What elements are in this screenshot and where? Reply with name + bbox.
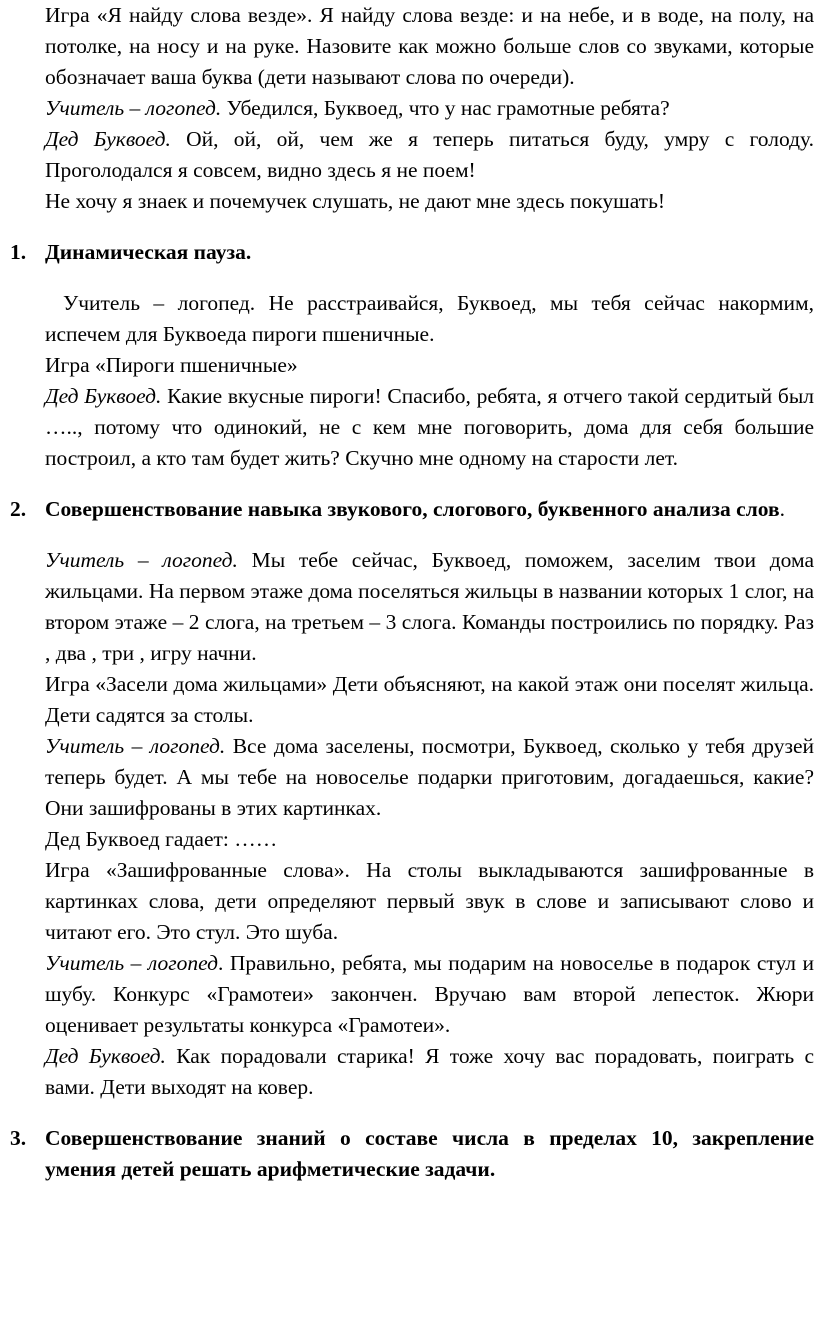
paragraph-teacher-line xyxy=(45,93,814,124)
paragraph-teacher-line xyxy=(45,948,814,1041)
paragraph-bukvoed-guesses: Дед Буквоед гадает: …… xyxy=(45,827,278,851)
speech-text: Мы тебе сейчас, Буквоед, поможем, заселим твои дома жильцами. На первом этаже дома поселяться жильцы в названии которых 1 слог, на втором этаже – 2 слога, на третьем – 3 слога. Команды построились по порядку. Раз , два , три , игру начни. xyxy=(45,548,814,665)
section-number: 3. xyxy=(10,1126,27,1150)
speech-text: Все дома заселены, посмотри, Буквоед, сколько у тебя друзей теперь будет. А мы тебе на новоселье подарки приготовим, догадаешься, какие? Они зашифрованы в этих картинках. xyxy=(45,734,815,820)
section-title: Совершенствование знаний о составе числа в пределах 10, закрепление умения детей решать арифметические задачи. xyxy=(45,1126,814,1181)
speaker-bukvoed: Дед Буквоед. xyxy=(45,127,171,151)
speaker-teacher: Учитель – логопед. xyxy=(45,548,238,572)
section-number: 2. xyxy=(10,497,27,521)
paragraph-teacher-line xyxy=(45,731,814,824)
section-title-period: . xyxy=(779,497,785,521)
speaker-bukvoed: Дед Буквоед. xyxy=(45,1044,166,1068)
speech-text: Какие вкусные пироги! Спасибо, ребята, я отчего такой сердитый был ….., потому что одинокий, не с кем мне поговорить, дома для себя большие построил, а кто там будет жить? Скучно мне одному на старости лет. xyxy=(45,384,814,470)
paragraph-teacher-line: Учитель – логопед. Не расстраивайся, Буквоед, мы тебя сейчас накормим, испечем для Буквоеда пироги пшеничные. xyxy=(45,291,814,346)
paragraph-bukvoed-line xyxy=(45,1041,814,1103)
section-title: Совершенствование навыка звукового, слогового, буквенного анализа слов xyxy=(45,497,780,521)
speech-text: . Правильно, ребята, мы подарим на новоселье в подарок стул и шубу. Конкурс «Грамотеи» закончен. Вручаю вам второй лепесток. Жюри оценивает результаты конкурса «Грамотеи». xyxy=(45,951,815,1037)
section-heading-3 xyxy=(10,1123,814,1185)
paragraph-bukvoed-line xyxy=(45,124,814,186)
paragraph-game-pies: Игра «Пироги пшеничные» xyxy=(45,353,298,377)
paragraph-game-find-words: Игра «Я найду слова везде». Я найду слова везде: и на небе, и в воде, на полу, на потолке, на носу и на руке. Назовите как можно больше слов со звуками, которые обозначает ваша буква (дети называют слова по очереди). xyxy=(45,3,814,89)
section-heading-1 xyxy=(10,237,814,268)
speaker-bukvoed: Дед Буквоед. xyxy=(45,384,162,408)
paragraph-game-houses: Игра «Засели дома жильцами» Дети объясняют, на какой этаж они поселят жильца. Дети садятся за столы. xyxy=(45,672,814,727)
paragraph-teacher-line xyxy=(45,545,814,669)
speech-text: Как порадовали старика! Я тоже хочу вас порадовать, поиграть с вами. Дети выходят на ковер. xyxy=(45,1044,814,1099)
speech-text: Убедился, Буквоед, что у нас грамотные ребята? xyxy=(221,96,670,120)
speaker-teacher: Учитель – логопед. xyxy=(45,96,222,120)
speaker-teacher: Учитель – логопед. xyxy=(45,734,226,758)
paragraph-bukvoed-line xyxy=(45,381,814,474)
speaker-teacher: Учитель – логопед xyxy=(45,951,219,975)
paragraph-bukvoed-rhyme: Не хочу я знаек и почемучек слушать, не дают мне здесь покушать! xyxy=(45,189,666,213)
section-number: 1. xyxy=(10,240,27,264)
section-heading-2 xyxy=(10,494,814,525)
section-title: Динамическая пауза. xyxy=(45,240,252,264)
speech-text: Ой, ой, ой, чем же я теперь питаться буду, умру с голоду. Проголодался я совсем, видно здесь я не поем! xyxy=(45,127,815,182)
paragraph-game-encrypted-words: Игра «Зашифрованные слова». На столы выкладываются зашифрованные в картинках слова, дети определяют первый звук в слове и записывают слово и читают его. Это стул. Это шуба. xyxy=(45,858,814,944)
